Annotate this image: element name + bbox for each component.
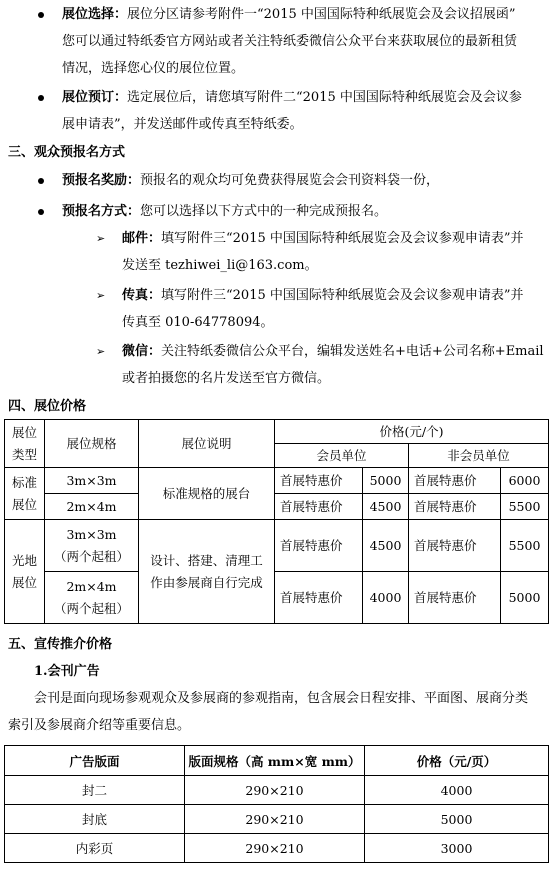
header-ad-position: 广告版面	[5, 746, 185, 776]
header-non-member: 非会员单位	[409, 444, 549, 468]
fax-line-1	[122, 287, 524, 305]
section-5-heading: 五、宣传推介价格	[8, 637, 113, 652]
mail-line-1	[122, 230, 524, 248]
booth-selection-label: 展位选择：	[62, 7, 128, 22]
non-member-price: 5000	[501, 572, 549, 624]
table-row	[5, 572, 549, 624]
bullet-icon	[38, 12, 44, 18]
member-price-label: 首展特惠价	[275, 468, 363, 494]
header-ad-price: 价格（元/页）	[365, 746, 549, 776]
standard-booth-type: 标准 展位	[5, 468, 45, 520]
paragraph-line-2: 索引及参展商介绍等重要信息。	[8, 718, 191, 733]
arrow-bullet-icon: ➢	[96, 232, 106, 245]
method-label: 预报名方式：	[62, 204, 141, 219]
non-member-price: 5500	[501, 520, 549, 572]
booth-selection-line-3: 情况，选择您心仪的展位位置。	[62, 61, 245, 76]
fax-line-2: 传真至 010-64778094。	[122, 315, 274, 330]
header-ad-size: 版面规格（高 mm×宽 mm）	[185, 746, 365, 776]
pre-registration-reward	[62, 172, 439, 190]
booth-selection-line-2: 您可以通过特纸委官方网站或者关注特纸委微信公众平台来获取展位的最新租赁	[62, 34, 518, 49]
method-text: 您可以选择以下方式中的一种完成预报名。	[140, 204, 388, 219]
header-member: 会员单位	[275, 444, 409, 468]
ad-position: 封底	[5, 805, 185, 834]
raw-space-booth-desc: 设计、搭建、清理工 作由参展商自行完成	[139, 520, 275, 624]
member-price: 4500	[363, 520, 409, 572]
ad-price: 4000	[365, 776, 549, 805]
header-booth-spec: 展位规格	[45, 420, 139, 468]
member-price-label: 首展特惠价	[275, 520, 363, 572]
ad-price-table	[4, 745, 549, 863]
member-price-label: 首展特惠价	[275, 494, 363, 520]
reward-text: 预报名的观众均可免费获得展览会会刊资料袋一份，	[140, 173, 440, 188]
bullet-icon	[38, 209, 44, 215]
member-price: 5000	[363, 468, 409, 494]
non-member-price-label: 首展特惠价	[409, 520, 501, 572]
booth-spec: 3m×3m	[45, 468, 139, 494]
mail-label: 邮件：	[122, 231, 162, 246]
wechat-label: 微信：	[122, 344, 162, 359]
header-booth-type: 展位 类型	[5, 420, 45, 468]
wechat-text: 关注特纸委微信公众平台，编辑发送姓名+电话+公司名称+Email	[161, 344, 544, 359]
non-member-price-label: 首展特惠价	[409, 468, 501, 494]
booth-price-table	[4, 419, 549, 624]
ad-price: 5000	[365, 805, 549, 834]
section-4-heading: 四、展位价格	[8, 399, 87, 414]
arrow-bullet-icon: ➢	[96, 345, 106, 358]
member-price: 4000	[363, 572, 409, 624]
fax-label: 传真：	[122, 288, 162, 303]
table-row	[5, 776, 549, 805]
table-row	[5, 520, 549, 572]
non-member-price: 6000	[501, 468, 549, 494]
booth-spec: 3m×3m （两个起租）	[45, 520, 139, 572]
booth-selection-text: 展位分区请参考附件一“2015 中国国际特种纸展览会及会议招展函”	[127, 7, 516, 22]
mail-line-2: 发送至 tezhiwei_li@163.com。	[122, 258, 318, 273]
section-3-heading: 三、观众预报名方式	[8, 145, 126, 160]
ad-size: 290×210	[185, 805, 365, 834]
booth-booking-line-1	[62, 89, 522, 107]
bullet-icon	[38, 178, 44, 184]
standard-booth-desc: 标准规格的展台	[139, 468, 275, 520]
wechat-line-1	[122, 343, 544, 361]
booth-booking-label: 展位预订：	[62, 90, 128, 105]
member-price-label: 首展特惠价	[275, 572, 363, 624]
mail-text: 填写附件三“2015 中国国际特种纸展览会及会议参观申请表”并	[161, 231, 524, 246]
pre-registration-method	[62, 203, 387, 221]
booth-booking-line-2: 展申请表”，并发送邮件或传真至特纸委。	[62, 117, 303, 132]
ad-size: 290×210	[185, 834, 365, 863]
header-booth-desc: 展位说明	[139, 420, 275, 468]
table-row	[5, 494, 549, 520]
subsection-heading: 1.会刊广告	[34, 664, 100, 679]
non-member-price-label: 首展特惠价	[409, 572, 501, 624]
booth-spec: 2m×4m	[45, 494, 139, 520]
arrow-bullet-icon: ➢	[96, 289, 106, 302]
ad-price: 3000	[365, 834, 549, 863]
table-row	[5, 468, 549, 494]
booth-selection-line-1	[62, 6, 516, 24]
non-member-price-label: 首展特惠价	[409, 494, 501, 520]
fax-text: 填写附件三“2015 中国国际特种纸展览会及会议参观申请表”并	[161, 288, 524, 303]
member-price: 4500	[363, 494, 409, 520]
booth-spec: 2m×4m （两个起租）	[45, 572, 139, 624]
paragraph-line-1: 会刊是面向现场参观观众及参展商的参观指南，包含展会日程安排、平面图、展商分类	[34, 691, 529, 706]
non-member-price: 5500	[501, 494, 549, 520]
ad-position: 封二	[5, 776, 185, 805]
reward-label: 预报名奖励：	[62, 173, 141, 188]
table-row	[5, 834, 549, 863]
table-row	[5, 805, 549, 834]
bullet-icon	[38, 95, 44, 101]
header-price: 价格(元/个)	[275, 420, 549, 444]
raw-space-booth-type: 光地 展位	[5, 520, 45, 624]
ad-position: 内彩页	[5, 834, 185, 863]
wechat-line-2: 或者拍摄您的名片发送至官方微信。	[122, 371, 331, 386]
ad-size: 290×210	[185, 776, 365, 805]
booth-booking-text: 选定展位后，请您填写附件二“2015 中国国际特种纸展览会及会议参	[127, 90, 522, 105]
